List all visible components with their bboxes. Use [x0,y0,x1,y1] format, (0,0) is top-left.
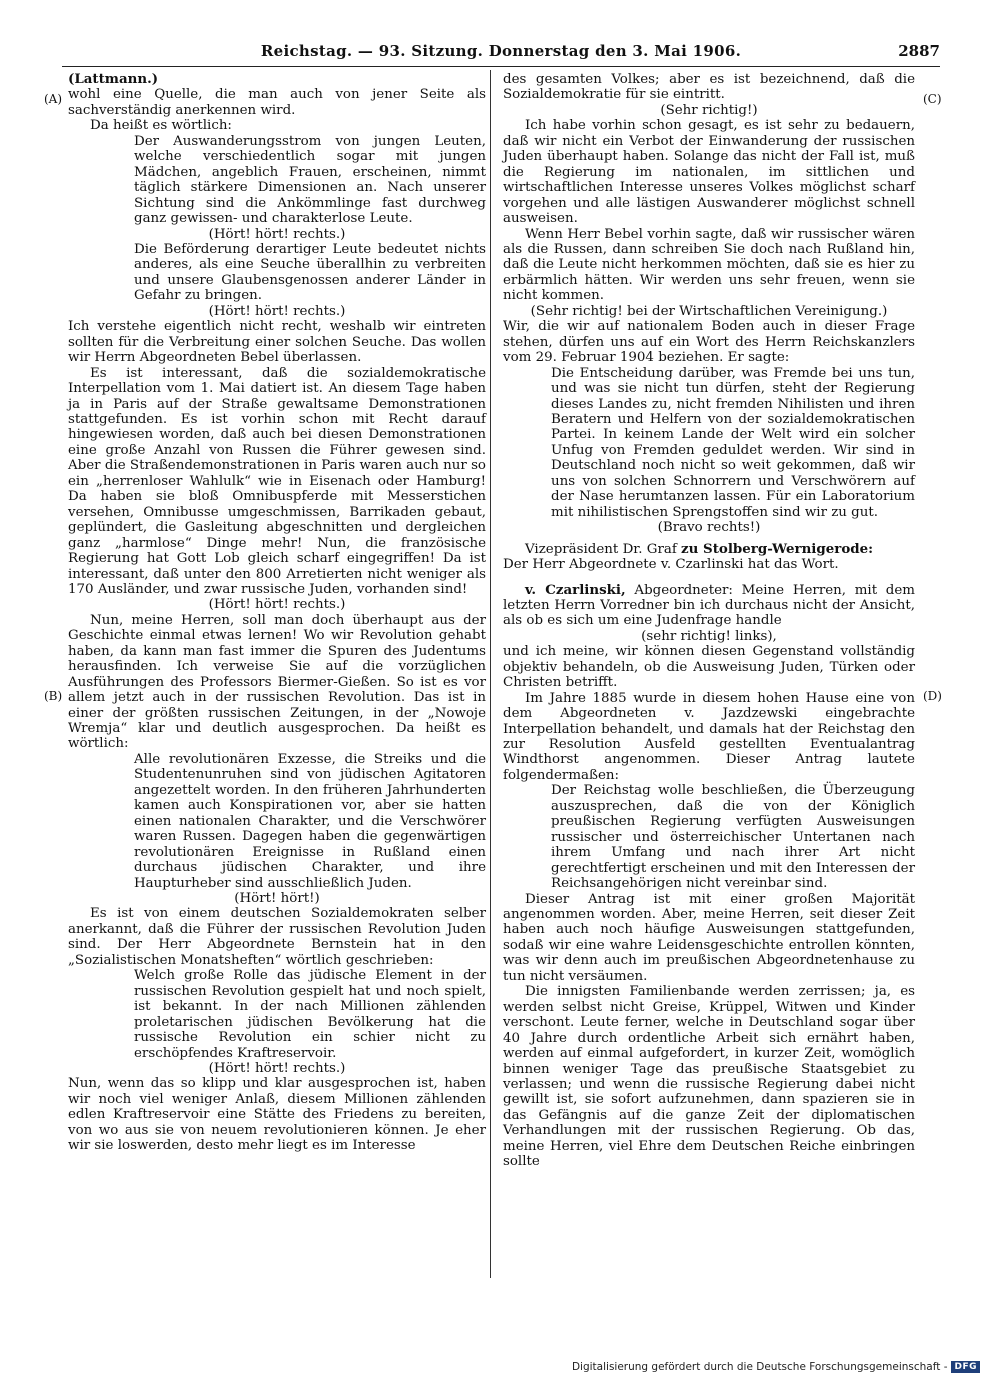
quotation: Der Auswanderungsstrom von jungen Leuten, welche verschiedentlich sogar mit jungen Mädchen, angeblich Frauen, erscheinen, nimmt täglich stärkere Dimensionen an. Nach unserer Sichtung sind die Ankömmlinge fast durchweg ganz gewissen- und charakterlose Leute. [134,133,486,227]
paragraph: des gesamten Volkes; aber es ist bezeichnend, daß die Sozialdemokratie für sie eintritt. [503,72,915,103]
quotation: Die Entscheidung darüber, was Fremde bei uns tun, und was sie nicht tun dürfen, steht der Regierung dieses Landes zu, nicht fremden Nihilisten und ihren Beratern und Helfern von der sozialdemokratischen Partei. In keinem Lande der Welt wird ein solcher Unfug von Fremden geduldet werden. Wir sind in Deutschland noch nicht so weit gekommen, daß wir uns von solchen Schnorrern und Verschwörern auf der Nase herumtanzen lassen. Für ein Laboratorium mit nihilistischen Sprengstoffen sind wir zu gut. [551,365,915,520]
dfg-logo: DFG [951,1361,980,1373]
vice-president-name: zu Stolberg-Wernigerode: [681,540,874,557]
paragraph: Ich verstehe eigentlich nicht recht, weshalb wir eintreten sollten für die Verbreitung einer solchen Seuche. Das wollen wir Herrn Abgeordneten Bebel überlassen. [68,319,486,366]
paragraph: Dieser Antrag ist mit einer großen Majorität angenommen worden. Aber, meine Herren, seit dieser Zeit haben auch noch häufige Ausweisungen stattgefunden, sodaß wir eine wahre Leidensgeschichte entrollen könnten, was wir denn auch im preußischen Abgeordnetenhause zu tun nicht versäumen. [503,891,915,984]
speaker-name: v. Czarlinski, [525,581,626,598]
paragraph: Im Jahre 1885 wurde in diesem hohen Hause eine von dem Abgeordneten v. Jazdzewski eingebrachte Interpellation behandelt, und damals hat der Reichstag den zur Resolution Ausfeld gestellten Eventualantrag Windthorst angenommen. Dieser Antrag lautete folgendermaßen: [503,690,915,783]
paragraph: und ich meine, wir können diesen Gegenstand vollständig objektiv behandeln, ob die Ausweisung Juden, Türken oder Christen betrifft. [503,644,915,691]
paragraph: Der Herr Abgeordnete v. Czarlinski hat das Wort. [503,557,839,573]
speaker-text: Abgeordneter: Meine Herren, mit dem letzten Herrn Vorredner bin ich durchaus nicht der Ansicht, als ob es sich um eine Judenfrage handle [503,582,915,629]
vice-president-statement [503,542,915,557]
quotation: Der Reichstag wolle beschließen, die Überzeugung auszusprechen, daß die von der Königlich preußischen Regierung verfügten Ausweisungen russischer und österreichischer Untertanen nach ihrem Umfang und nach ihrer Art nicht gerechtfertigt erscheinen und mit den Interessen der Reichsangehörigen nicht vereinbar sind. [551,783,915,892]
right-column [503,72,915,1170]
paragraph: Wenn Herr Bebel vorhin sagte, daß wir russischer wären als die Russen, dann schreiben Sie doch nach Rußland hin, daß die Leute nicht herkommen möchten, daß sie es hier zu erbärmlich hätten. Wir werden uns sehr freuen, wenn sie nicht kommen. [503,226,915,304]
column-divider [490,70,491,1278]
paragraph: Es ist von einem deutschen Sozialdemokraten selber anerkannt, daß die Führer der russischen Revolution Juden sind. Der Herr Abgeordnete Bernstein hat in den „Sozialistischen Monatsheften“ wörtlich geschrieben: [68,906,486,968]
interjection: (Hört! hört!) [234,891,320,907]
margin-marker-b: (B) [44,689,63,703]
speaker-label: (Lattmann.) [68,71,159,87]
interjection: (Sehr richtig! bei der Wirtschaftlichen Vereinigung.) [530,303,888,319]
interjection: (Hört! hört! rechts.) [208,226,346,242]
page-title: Reichstag. — 93. Sitzung. Donnerstag den 3. Mai 1906. [260,42,742,60]
paragraph: Nun, meine Herren, soll man doch überhaupt aus der Geschichte einmal etwas lernen! Wo wir Revolution gehabt haben, da kann man fast immer die Spuren des Judentums herausfinden. Ich verweise Sie auf die vorzüglichen Ausführungen des Professors Biermer-Gießen. So ist es vor allem jetzt auch in der russischen Revolution. Das ist in einer der größten russischen Zeitungen, in der „Nowoje Wremja“ klar und deutlich ausgesprochen. Da heißt es wörtlich: [68,612,486,752]
paragraph: Ich habe vorhin schon gesagt, es ist sehr zu bedauern, daß wir nicht ein Verbot der Einwanderung der russischen Juden überhaupt haben. Solange das nicht der Fall ist, muß die Regierung im nationalen, im sittlichen und wirtschaftlichen Interesse unseres Volkes möglichst scharf vorgehen und alle lästigen Auswanderer möglichst schnell ausweisen. [503,118,915,227]
quotation: Welch große Rolle das jüdische Element in der russischen Revolution gespielt hat und noch spielt, ist bekannt. In der nach Millionen zählenden proletarischen jüdischen Bevölkerung hat die russische Revolution ein schier nicht zu erschöpfendes Kraftreservoir. [134,968,486,1061]
interjection: (Hört! hört! rechts.) [208,303,346,319]
interjection: (Hört! hört! rechts.) [208,597,346,613]
vice-president-intro: Vizepräsident Dr. Graf [525,541,682,557]
margin-marker-d: (D) [923,689,942,703]
interjection: (Sehr richtig!) [660,102,758,118]
page-number: 2887 [898,42,940,60]
paragraph: Wir, die wir auf nationalem Boden auch in dieser Frage stehen, dürfen uns auf ein Wort des Herrn Reichskanzlers vom 29. Februar 1904 beziehen. Er sagte: [503,319,915,366]
paragraph: Da heißt es wörtlich: [90,118,232,134]
interjection: (Hört! hört! rechts.) [208,1061,346,1076]
paragraph: Die innigsten Familienbande werden zerrissen; ja, es werden selbst nicht Greise, Krüppel, Witwen und Kinder verschont. Leute ferner, welche in Deutschland sogar über 40 Jahre durch ordentliche Arbeit sich ernährt haben, werden auf einmal aufgefordert, in kurzer Zeit, womöglich binnen weniger Tage das preußische Staatsgebiet zu verlassen; und wenn die russische Regierung dabei nicht gewillt ist, sie sofort aufzunehmen, dann spazieren sie in das Gefängnis auf die ganze Zeit der diplomatischen Verhandlungen mit der russischen Regierung. Ob das, meine Herren, viel Ehre dem Deutschen Reiche einbringen sollte [503,984,915,1170]
quotation: Die Beförderung derartiger Leute bedeutet nichts anderes, als eine Seuche überallhin zu verbreiten und unsere Glaubensgenossen anderer Länder in Gefahr zu bringen. [134,241,486,304]
quotation: Alle revolutionären Exzesse, die Streiks und die Studentenunruhen sind von jüdischen Agitatoren angezettelt worden. In den früheren Jahrhunderten kamen auch Konspirationen vor, aber sie hatten einen nationalen Charakter, und die Verschwörer waren Russen. Dagegen haben die gegenwärtigen revolutionären Ereignisse in Rußland einen durchaus jüdischen Charakter, und ihre Haupturheber sind ausschließlich Juden. [134,751,486,891]
paragraph: Nun, wenn das so klipp und klar ausgesprochen ist, haben wir noch viel weniger Anlaß, diesem Millionen zählenden edlen Kraftreservoir eine Stätte des Friedens zu bereiten, von wo aus sie von neuem revolutionieren können. Je eher wir sie loswerden, desto mehr liegt es im Interesse [68,1076,486,1154]
page-header [62,42,940,67]
interjection: (sehr richtig! links), [641,628,777,644]
margin-marker-c: (C) [923,92,942,106]
paragraph: Es ist interessant, daß die sozialdemokratische Interpellation vom 1. Mai datiert ist. An diesem Tage haben ja in Paris auf der Straße gewaltsame Demonstrationen stattgefunden. Es ist vorhin schon mit Recht darauf hingewiesen worden, daß auch bei diesen Demonstrationen eine große Anzahl von Russen die Führer gewesen sind. Aber die Straßendemonstrationen in Paris waren auch nur so ein „herrenloser Wahlulk“ wie in Eisenach oder Hamburg! Da haben sie bloß Omnibuspferde mit Messerstichen versehen, Omnibusse umgeschmissen, Barrikaden gebaut, geplündert, die Gasleitung abgeschnitten und dergleichen ganz „harmlose“ Dinge mehr! Nun, die französische Regierung hat Gott Lob gleich scharf eingegriffen! Da ist interessant, daß unter den 800 Arretierten nicht weniger als 170 Ausländer, und zwar russische Juden, vorhanden sind! [68,365,486,597]
interjection: (Bravo rechts!) [657,520,761,536]
footer-credit [572,1361,980,1373]
paragraph: wohl eine Quelle, die man auch von jener Seite als sachverständig anerkennen wird. [68,87,486,118]
speaker-statement [503,583,915,629]
left-column [68,72,486,1154]
margin-marker-a: (A) [44,92,63,106]
footer-text: Digitalisierung gefördert durch die Deutsche Forschungsgemeinschaft - [571,1361,948,1373]
